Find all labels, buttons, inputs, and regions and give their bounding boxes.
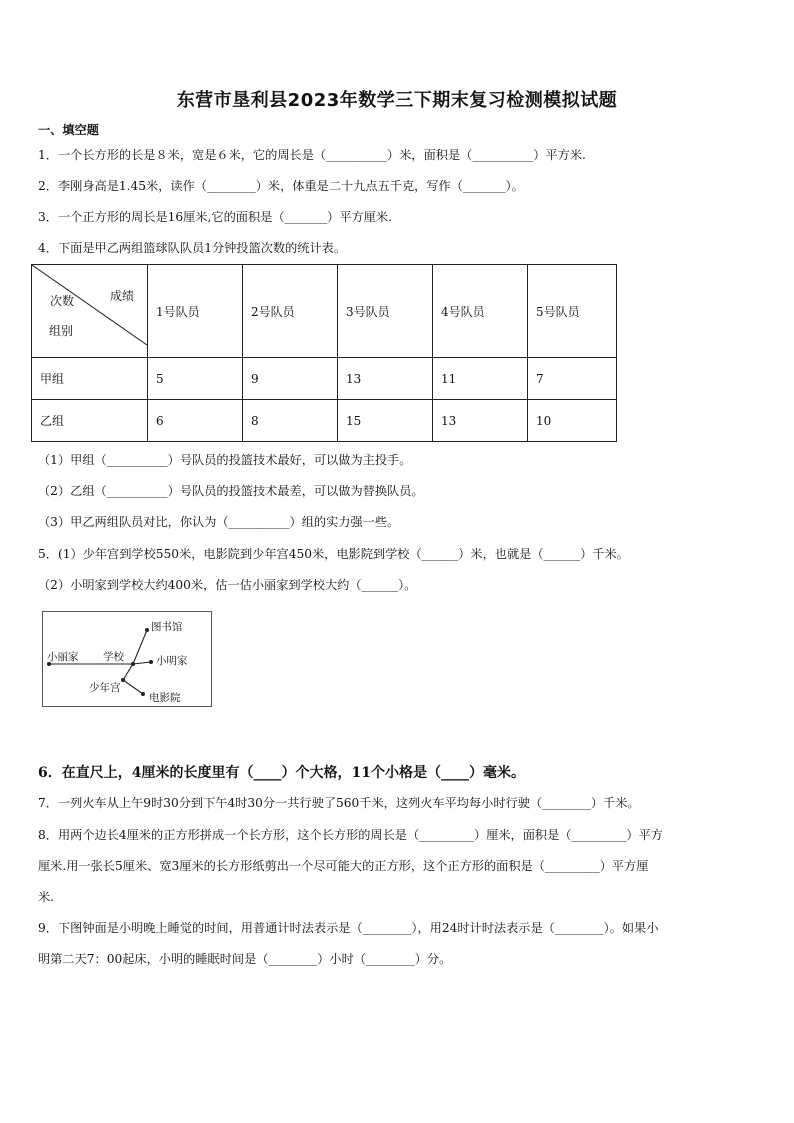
question-8-line-2: 厘米.用一张长5厘米、宽3厘米的长方形纸剪出一个尽可能大的正方形，这个正方形的面积是（_________）平方厘 — [38, 859, 649, 873]
table-cell: 13 — [338, 358, 433, 400]
table-cell: 7 — [528, 358, 617, 400]
question-4: 4．下面是甲乙两组篮球队队员1分钟投篮次数的统计表。 — [38, 241, 347, 255]
question-4-part-2: （2）乙组（__________）号队员的投篮技术最差，可以做为替换队员。 — [38, 484, 424, 498]
stats-table — [31, 264, 617, 442]
map-label-school: 学校 — [103, 651, 124, 663]
question-4-part-1: （1）甲组（__________）号队员的投篮技术最好，可以做为主投手。 — [38, 453, 412, 467]
question-9-line-2: 明第二天7：00起床，小明的睡眠时间是（________）小时（________）分。 — [38, 952, 452, 966]
question-4-part-3: （3）甲乙两组队员对比，你认为（__________）组的实力强一些。 — [38, 515, 400, 529]
question-9-line-1: 9．下图钟面是小明晚上睡觉的时间，用普通计时法表示是（________），用24时计时法表示是（________）。如果小 — [38, 921, 659, 935]
corner-group-label: 组别 — [49, 324, 74, 338]
table-cell: 9 — [243, 358, 338, 400]
table-cell: 13 — [433, 400, 528, 442]
table-cell: 10 — [528, 400, 617, 442]
row-label: 乙组 — [32, 400, 148, 442]
question-7: 7．一列火车从上午9时30分到下午4时30分一共行驶了560千米，这列火车平均每小时行驶（________）千米。 — [38, 796, 640, 810]
location-map — [42, 611, 212, 707]
question-3: 3．一个正方形的周长是16厘米,它的面积是（_______）平方厘米. — [38, 210, 392, 224]
table-row — [32, 358, 617, 400]
question-8-line-1: 8．用两个边长4厘米的正方形拼成一个长方形，这个长方形的周长是（_________）厘米，面积是（_________）平方 — [38, 828, 663, 842]
table-header-cell: 2号队员 — [243, 265, 338, 358]
row-label: 甲组 — [32, 358, 148, 400]
table-cell: 15 — [338, 400, 433, 442]
map-label-library: 图书馆 — [151, 621, 183, 633]
corner-diagonal-lines — [32, 265, 147, 358]
table-header-cell: 4号队员 — [433, 265, 528, 358]
map-label-xiaoming: 小明家 — [156, 655, 188, 667]
table-header-cell: 3号队员 — [338, 265, 433, 358]
page-title: 东营市垦利县2023年数学三下期末复习检测模拟试题 — [176, 90, 618, 111]
map-label-youth-palace: 少年宫 — [89, 682, 121, 694]
question-2: 2．李刚身高是1.45米，读作（________）米，体重是二十九点五千克，写作（_______）。 — [38, 179, 524, 193]
table-header-cell: 1号队员 — [148, 265, 243, 358]
question-1: 1．一个长方形的长是８米，宽是６米，它的周长是（__________）米，面积是（__________）平方米. — [38, 148, 586, 162]
table-corner-header — [32, 265, 148, 358]
corner-score-label: 成绩 — [110, 289, 135, 303]
section-heading: 一、填空题 — [38, 123, 99, 137]
question-6: 6．在直尺上，4厘米的长度里有（____）个大格，11个小格是（____）毫米。 — [38, 765, 525, 781]
map-label-xiaoli: 小丽家 — [47, 651, 79, 663]
table-cell: 5 — [148, 358, 243, 400]
table-cell: 11 — [433, 358, 528, 400]
table-cell: 8 — [243, 400, 338, 442]
table-header-cell: 5号队员 — [528, 265, 617, 358]
question-8-line-3: 米. — [38, 890, 55, 904]
question-5-part-2: （2）小明家到学校大约400米，估一估小丽家到学校大约（______）。 — [38, 578, 417, 592]
map-label-cinema: 电影院 — [149, 692, 181, 704]
corner-count-label: 次数 — [50, 294, 75, 308]
table-row — [32, 400, 617, 442]
question-5-part-1: 5．(1）少年宫到学校550米，电影院到少年宫450米，电影院到学校（______）米，也就是（______）千米。 — [38, 547, 629, 561]
table-cell: 6 — [148, 400, 243, 442]
